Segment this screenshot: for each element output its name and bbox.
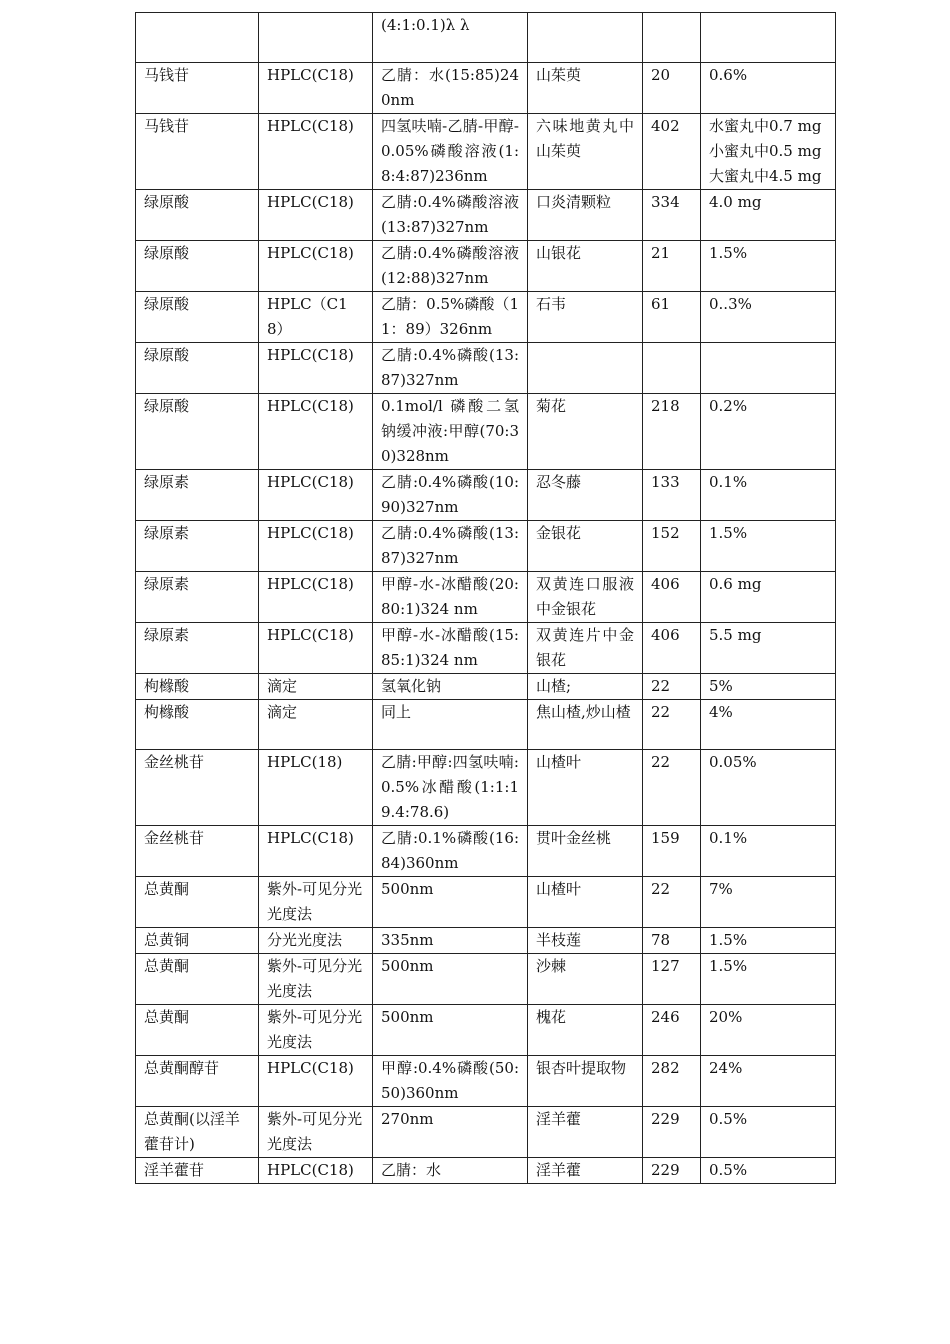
table-cell: 24% xyxy=(701,1056,836,1107)
table-cell: 246 xyxy=(643,1005,701,1056)
table-body xyxy=(136,13,836,1184)
table-cell: HPLC(C18) xyxy=(259,63,373,114)
table-row xyxy=(136,114,836,190)
table-cell: 500nm xyxy=(373,877,528,928)
table-row xyxy=(136,343,836,394)
table-cell: 山楂叶 xyxy=(528,750,643,826)
table-cell: HPLC(C18) xyxy=(259,470,373,521)
table-cell: 乙腈:0.4%磷酸(13:87)327nm xyxy=(373,343,528,394)
table-row xyxy=(136,190,836,241)
table-cell: 乙腈:0.4%磷酸溶液(13:87)327nm xyxy=(373,190,528,241)
table-row xyxy=(136,470,836,521)
table-cell: 马钱苷 xyxy=(136,114,259,190)
table-cell: 山楂; xyxy=(528,674,643,700)
table-cell: 氢氧化钠 xyxy=(373,674,528,700)
table-cell: 20% xyxy=(701,1005,836,1056)
table-cell: 229 xyxy=(643,1107,701,1158)
table-cell: 同上 xyxy=(373,700,528,750)
table-cell: 0..3% xyxy=(701,292,836,343)
table-cell xyxy=(701,13,836,63)
data-table xyxy=(135,12,836,1184)
table-cell: 滴定 xyxy=(259,674,373,700)
table-cell: 六味地黄丸中山茱萸 xyxy=(528,114,643,190)
table-cell: 总黄酮醇苷 xyxy=(136,1056,259,1107)
table-cell: 总黄铜 xyxy=(136,928,259,954)
table-row xyxy=(136,826,836,877)
table-cell: 335nm xyxy=(373,928,528,954)
table-cell xyxy=(528,13,643,63)
table-cell: 四氢呋喃-乙腈-甲醇-0.05%磷酸溶液(1:8:4:87)236nm xyxy=(373,114,528,190)
table-cell: 133 xyxy=(643,470,701,521)
table-cell: 282 xyxy=(643,1056,701,1107)
table-row xyxy=(136,674,836,700)
table-cell: 127 xyxy=(643,954,701,1005)
table-cell: 淫羊藿苷 xyxy=(136,1158,259,1184)
table-cell: HPLC（C18） xyxy=(259,292,373,343)
table-row xyxy=(136,750,836,826)
table-cell: 5.5 mg xyxy=(701,623,836,674)
table-cell: 绿原酸 xyxy=(136,394,259,470)
table-cell: 乙腈：0.5%磷酸（11：89）326nm xyxy=(373,292,528,343)
table-cell: 4% xyxy=(701,700,836,750)
table-cell: 绿原酸 xyxy=(136,343,259,394)
table-cell: 1.5% xyxy=(701,521,836,572)
table-row xyxy=(136,1056,836,1107)
table-row xyxy=(136,241,836,292)
table-cell: 0.5% xyxy=(701,1158,836,1184)
table-cell: 山银花 xyxy=(528,241,643,292)
table-cell: 0.1% xyxy=(701,826,836,877)
table-cell xyxy=(701,343,836,394)
table-cell xyxy=(259,13,373,63)
table-row xyxy=(136,521,836,572)
table-row xyxy=(136,928,836,954)
table-cell: 绿原酸 xyxy=(136,241,259,292)
table-cell: 0.6% xyxy=(701,63,836,114)
table-cell: 绿原酸 xyxy=(136,190,259,241)
table-row xyxy=(136,63,836,114)
table-cell: 402 xyxy=(643,114,701,190)
table-cell: 1.5% xyxy=(701,241,836,292)
table-cell: HPLC(C18) xyxy=(259,190,373,241)
table-cell: 槐花 xyxy=(528,1005,643,1056)
table-cell: 金丝桃苷 xyxy=(136,826,259,877)
table-cell: 20 xyxy=(643,63,701,114)
table-cell: 枸橼酸 xyxy=(136,700,259,750)
table-cell: 淫羊藿 xyxy=(528,1158,643,1184)
table-cell: 7% xyxy=(701,877,836,928)
table-cell: (4:1:0.1)λ λ xyxy=(373,13,528,63)
table-cell: 乙腈:0.4%磷酸(13:87)327nm xyxy=(373,521,528,572)
table-cell: 双黄连口服液中金银花 xyxy=(528,572,643,623)
table-cell: 总黄酮 xyxy=(136,877,259,928)
table-row xyxy=(136,623,836,674)
table-cell: 5% xyxy=(701,674,836,700)
table-cell: 银杏叶提取物 xyxy=(528,1056,643,1107)
table-cell xyxy=(643,343,701,394)
table-cell: 绿原素 xyxy=(136,521,259,572)
table-cell: 159 xyxy=(643,826,701,877)
table-cell: 滴定 xyxy=(259,700,373,750)
table-cell: 0.5% xyxy=(701,1107,836,1158)
table-cell: 口炎清颗粒 xyxy=(528,190,643,241)
table-row xyxy=(136,700,836,750)
table-cell: 406 xyxy=(643,623,701,674)
table-cell: 金银花 xyxy=(528,521,643,572)
table-cell: 水蜜丸中0.7 mg 小蜜丸中0.5 mg 大蜜丸中4.5 mg xyxy=(701,114,836,190)
table-cell: 双黄连片中金银花 xyxy=(528,623,643,674)
table-row xyxy=(136,1158,836,1184)
table-cell: HPLC(C18) xyxy=(259,623,373,674)
table-row xyxy=(136,572,836,623)
table-cell: 0.1mol/l 磷酸二氢钠缓冲液:甲醇(70:30)328nm xyxy=(373,394,528,470)
table-cell: 紫外-可见分光光度法 xyxy=(259,877,373,928)
table-cell: HPLC(C18) xyxy=(259,1158,373,1184)
table-cell: 总黄酮(以淫羊藿苷计) xyxy=(136,1107,259,1158)
table-row xyxy=(136,13,836,63)
table-cell: 22 xyxy=(643,700,701,750)
table-cell: HPLC(C18) xyxy=(259,572,373,623)
table-cell: 甲醇-水-冰醋酸(20:80:1)324 nm xyxy=(373,572,528,623)
table-cell: 山楂叶 xyxy=(528,877,643,928)
table-cell: 甲醇:0.4%磷酸(50:50)360nm xyxy=(373,1056,528,1107)
table-cell: HPLC(C18) xyxy=(259,826,373,877)
table-cell: 紫外-可见分光光度法 xyxy=(259,1005,373,1056)
table-cell: 0.6 mg xyxy=(701,572,836,623)
table-cell: 金丝桃苷 xyxy=(136,750,259,826)
table-cell: 218 xyxy=(643,394,701,470)
table-cell: 总黄酮 xyxy=(136,1005,259,1056)
table-row xyxy=(136,394,836,470)
table-cell: 0.2% xyxy=(701,394,836,470)
table-cell: 乙腈:0.4%磷酸溶液(12:88)327nm xyxy=(373,241,528,292)
table-row xyxy=(136,1005,836,1056)
table-cell: 0.1% xyxy=(701,470,836,521)
table-cell: 乙腈：水 xyxy=(373,1158,528,1184)
table-cell: 406 xyxy=(643,572,701,623)
table-cell: 菊花 xyxy=(528,394,643,470)
table-cell: 0.05% xyxy=(701,750,836,826)
table-cell: 1.5% xyxy=(701,928,836,954)
table-cell: HPLC(C18) xyxy=(259,343,373,394)
table-cell: 绿原素 xyxy=(136,572,259,623)
table-cell: 500nm xyxy=(373,954,528,1005)
table-cell: 淫羊藿 xyxy=(528,1107,643,1158)
table-cell: HPLC(C18) xyxy=(259,394,373,470)
table-cell: 61 xyxy=(643,292,701,343)
table-row xyxy=(136,292,836,343)
table-cell: 乙腈:甲醇:四氢呋喃:0.5%冰醋酸(1:1:19.4:78.6) xyxy=(373,750,528,826)
table-cell: 绿原酸 xyxy=(136,292,259,343)
table-cell: 马钱苷 xyxy=(136,63,259,114)
table-row xyxy=(136,877,836,928)
table-cell xyxy=(528,343,643,394)
table-cell: HPLC(C18) xyxy=(259,521,373,572)
table-cell: 忍冬藤 xyxy=(528,470,643,521)
table-cell: 22 xyxy=(643,674,701,700)
table-cell: 乙腈:0.1%磷酸(16:84)360nm xyxy=(373,826,528,877)
table-cell: HPLC(C18) xyxy=(259,241,373,292)
table-cell: 分光光度法 xyxy=(259,928,373,954)
table-cell: 绿原素 xyxy=(136,623,259,674)
table-cell: 紫外-可见分光光度法 xyxy=(259,954,373,1005)
table-cell xyxy=(643,13,701,63)
table-cell: 21 xyxy=(643,241,701,292)
table-cell: 贯叶金丝桃 xyxy=(528,826,643,877)
table-cell: 石韦 xyxy=(528,292,643,343)
table-cell: 22 xyxy=(643,750,701,826)
table-cell: HPLC(C18) xyxy=(259,1056,373,1107)
table-cell: 78 xyxy=(643,928,701,954)
table-cell: HPLC(C18) xyxy=(259,114,373,190)
table-cell: 半枝莲 xyxy=(528,928,643,954)
table-cell: 4.0 mg xyxy=(701,190,836,241)
table-cell: 乙腈:0.4%磷酸(10:90)327nm xyxy=(373,470,528,521)
table-row xyxy=(136,1107,836,1158)
table-cell: 总黄酮 xyxy=(136,954,259,1005)
table-cell: 22 xyxy=(643,877,701,928)
table-cell xyxy=(136,13,259,63)
table-cell: 沙棘 xyxy=(528,954,643,1005)
table-cell: 500nm xyxy=(373,1005,528,1056)
table-cell: 山茱萸 xyxy=(528,63,643,114)
table-cell: 焦山楂,炒山楂 xyxy=(528,700,643,750)
table-cell: 152 xyxy=(643,521,701,572)
table-cell: 1.5% xyxy=(701,954,836,1005)
table-row xyxy=(136,954,836,1005)
table-cell: 229 xyxy=(643,1158,701,1184)
table-cell: HPLC(18) xyxy=(259,750,373,826)
table-cell: 绿原素 xyxy=(136,470,259,521)
table-cell: 枸橼酸 xyxy=(136,674,259,700)
table-cell: 270nm xyxy=(373,1107,528,1158)
table-cell: 乙腈：水(15:85)240nm xyxy=(373,63,528,114)
table-cell: 紫外-可见分光光度法 xyxy=(259,1107,373,1158)
table-cell: 334 xyxy=(643,190,701,241)
table-cell: 甲醇-水-冰醋酸(15:85:1)324 nm xyxy=(373,623,528,674)
